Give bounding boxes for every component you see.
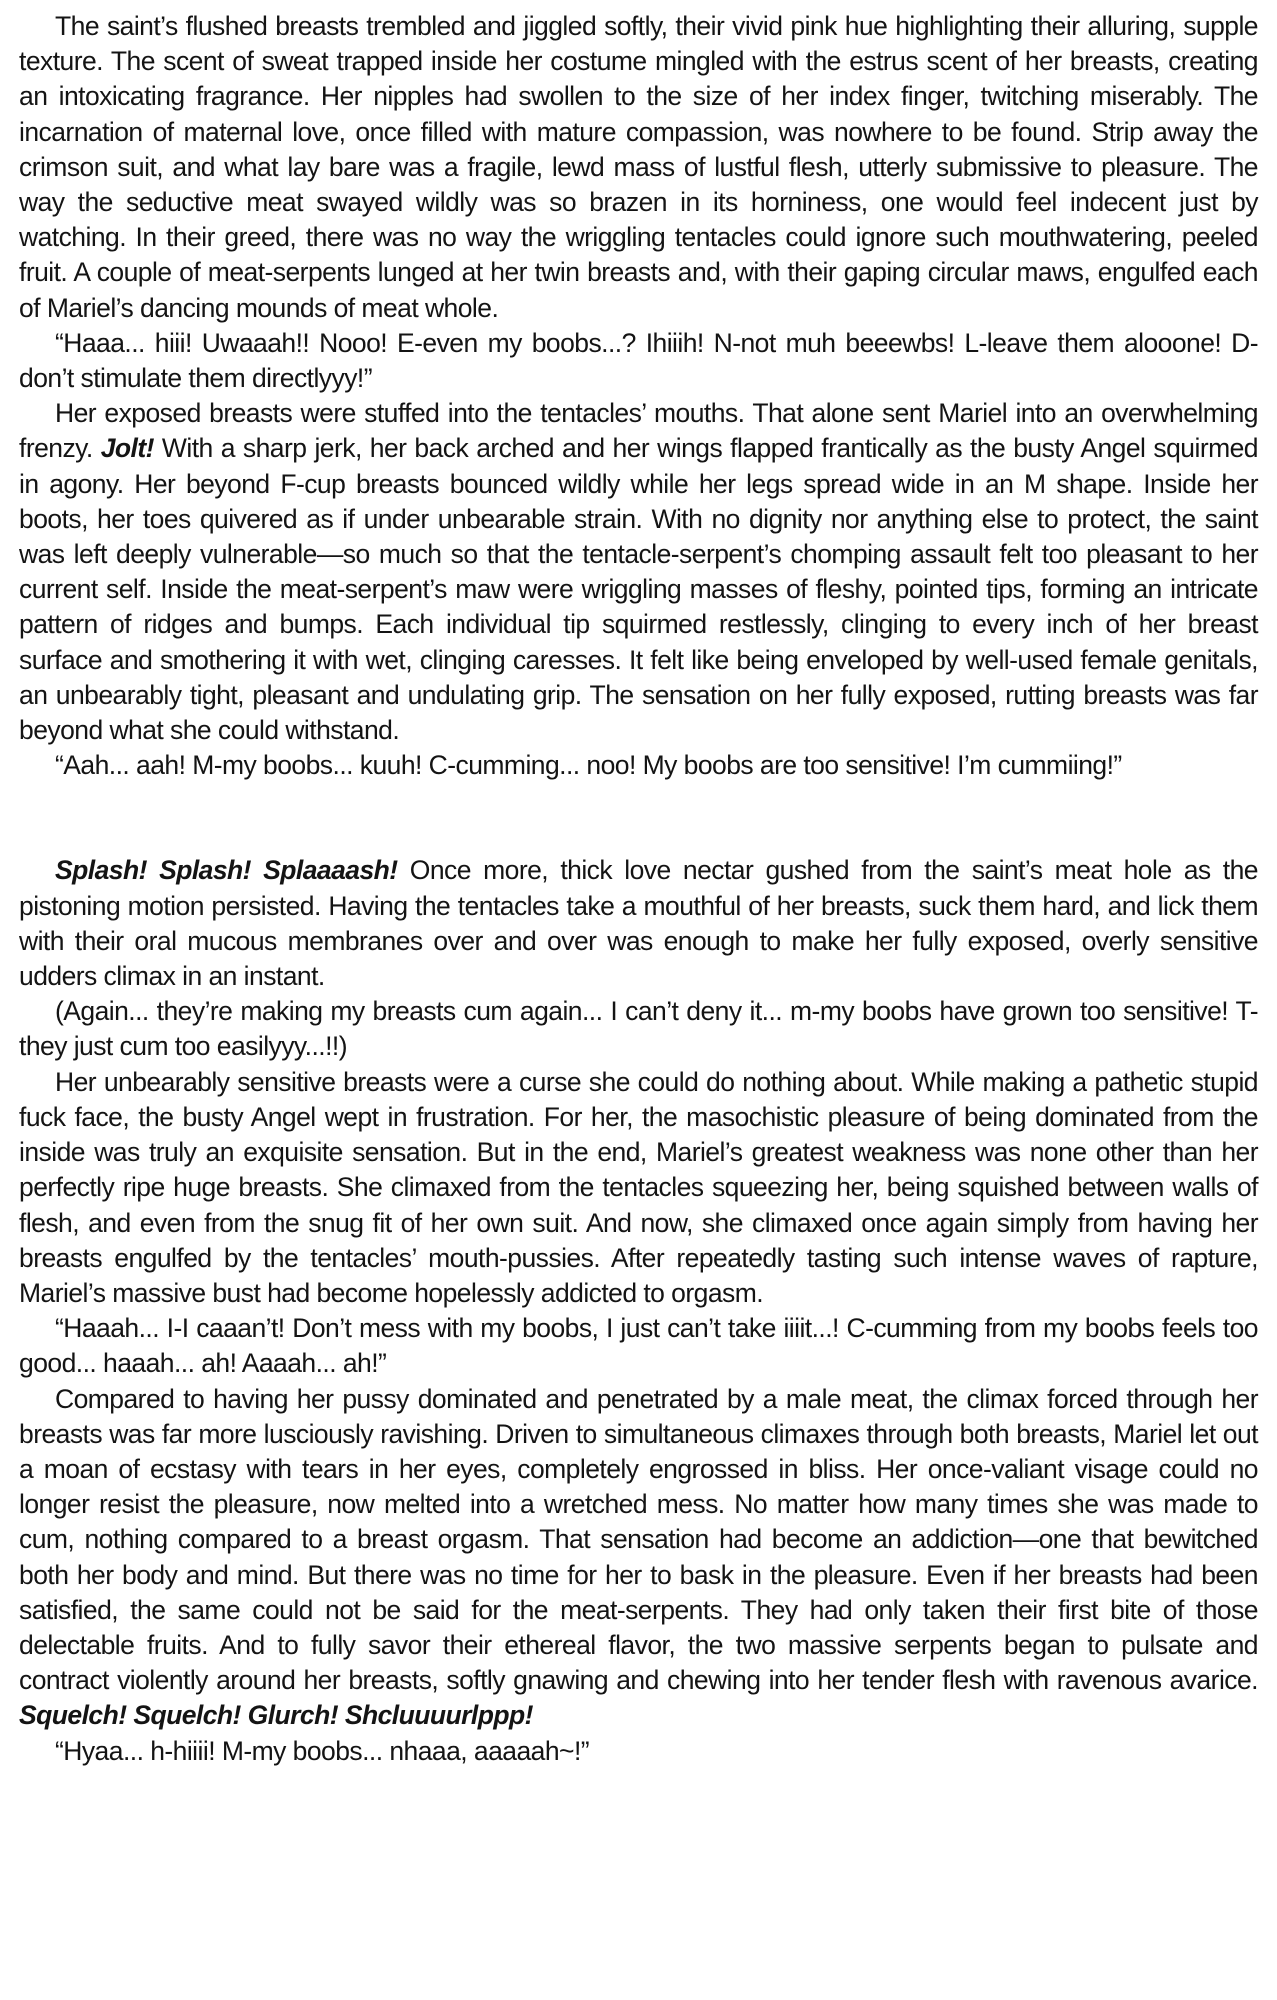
dialogue-paragraph <box>19 748 1258 783</box>
paragraph <box>19 1065 1258 1311</box>
paragraph-text: Her unbearably sensitive breasts were a curse she could do nothing about. While making a pathetic stupid fuck face, the busty Angel wept in frustration. For her, the masochistic pleasure of being dominated from the inside was truly an exquisite sensation. But in the end, Mariel’s greatest weakness was none other than her perfectly ripe huge breasts. She climaxed from the tentacles squeezing her, being squished between walls of flesh, and even from the snug fit of her own suit. And now, she climaxed once again simply from having her breasts engulfed by the tentacles’ mouth-pussies. After repeatedly tasting such intense waves of rapture, Mariel’s massive bust had become hopelessly addicted to orgasm. <box>19 1066 1258 1308</box>
dialogue-paragraph <box>19 326 1258 396</box>
sound-effect: Splash! Splash! Splaaaash! <box>55 855 398 886</box>
thought-paragraph <box>19 994 1258 1064</box>
dialogue-paragraph <box>19 1734 1258 1769</box>
paragraph-text: “Aah... aah! M-my boobs... kuuh! C-cumming... noo! My boobs are too sensitive! I’m cummiing!” <box>55 750 1122 781</box>
paragraph-text: (Again... they’re making my breasts cum again... I can’t deny it... m-my boobs have grown too sensitive! T-they just cum too easilyyy...!!) <box>19 996 1258 1062</box>
paragraph-text: The saint’s flushed breasts trembled and jiggled softly, their vivid pink hue highlighting their alluring, supple texture. The scent of sweat trapped inside her costume mingled with the estrus scent of her breasts, creating an intoxicating fragrance. Her nipples had swollen to the size of her index finger, twitching miserably. The incarnation of maternal love, once filled with mature compassion, was nowhere to be found. Strip away the crimson suit, and what lay bare was a fragile, lewd mass of lustful flesh, utterly submissive to pleasure. The way the seductive meat swayed wildly was so brazen in its horniness, one would feel indecent just by watching. In their greed, there was no way the wriggling tentacles could ignore such mouthwatering, peeled fruit. A couple of meat-serpents lunged at her twin breasts and, with their gaping circular maws, engulfed each of Mariel’s dancing mounds of meat whole. <box>19 11 1258 323</box>
paragraph-text: Compared to having her pussy dominated and penetrated by a male meat, the climax forced through her breasts was far more lusciously ravishing. Driven to simultaneous climaxes through both breasts, Mariel let out a moan of ecstasy with tears in her eyes, completely engrossed in bliss. Her once-valiant visage could no longer resist the pleasure, now melted into a wretched mess. No matter how many times she was made to cum, nothing compared to a breast orgasm. That sensation had become an addiction—one that bewitched both her body and mind. But there was no time for her to bask in the pleasure. Even if her breasts had been satisfied, the same could not be said for the meat-serpents. They had only taken their first bite of those delectable fruits. And to fully savor their ethereal flavor, the two massive serpents began to pulsate and contract violently around her breasts, softly gnawing and chewing into her tender flesh with ravenous avarice. <box>19 1383 1258 1696</box>
sound-effect: Squelch! Squelch! Glurch! Shcluuuurlppp! <box>19 1700 533 1731</box>
paragraph <box>19 9 1258 326</box>
paragraph-text: Once more, thick love nectar gushed from the saint’s meat hole as the pistoning motion persisted. Having the tentacles take a mouthful of her breasts, suck them hard, and lick them with their oral mucous membranes over and over was enough to make her fully exposed, overly sensitive udders climax in an instant. <box>19 855 1258 992</box>
sound-effect: Jolt! <box>100 433 154 464</box>
paragraph-text: With a sharp jerk, her back arched and her wings flapped frantically as the busty Angel squirmed in agony. Her beyond F-cup breasts bounced wildly while her legs spread wide in an M shape. Inside her boots, her toes quivered as if under unbearable strain. With no dignity nor anything else to protect, the saint was left deeply vulnerable—so much so that the tentacle-serpent’s chomping assault felt too pleasant to her current self. Inside the meat-serpent’s maw were wriggling masses of fleshy, pointed tips, forming an intricate pattern of ridges and bumps. Each individual tip squirmed restlessly, clinging to every inch of her breast surface and smothering it with wet, clinging caresses. It felt like being enveloped by well-used female genitals, an unbearably tight, pleasant and undulating grip. The sensation on her fully exposed, rutting breasts was far beyond what she could withstand. <box>19 433 1258 746</box>
paragraph-text: “Haaah... I-I caaan’t! Don’t mess with my boobs, I just can’t take iiiit...! C-cumming from my boobs feels too good... haaah... ah! Aaaah... ah!” <box>19 1313 1258 1379</box>
paragraph <box>19 396 1258 748</box>
section-break <box>19 783 1258 853</box>
paragraph <box>19 853 1258 994</box>
paragraph-text: “Hyaa... h-hiiii! M-my boobs... nhaaa, aaaaah~!” <box>55 1735 590 1766</box>
paragraph-text: “Haaa... hiii! Uwaaah!! Nooo! E-even my boobs...? Ihiiih! N-not muh beeewbs! L-leave them alooone! D-don’t stimulate them directlyyy!” <box>19 327 1258 394</box>
paragraph <box>19 1382 1258 1734</box>
dialogue-paragraph <box>19 1311 1258 1381</box>
paragraph-text: Her exposed breasts were stuffed into the tentacles’ mouths. That alone sent Mariel into an overwhelming frenzy. <box>19 398 1258 464</box>
